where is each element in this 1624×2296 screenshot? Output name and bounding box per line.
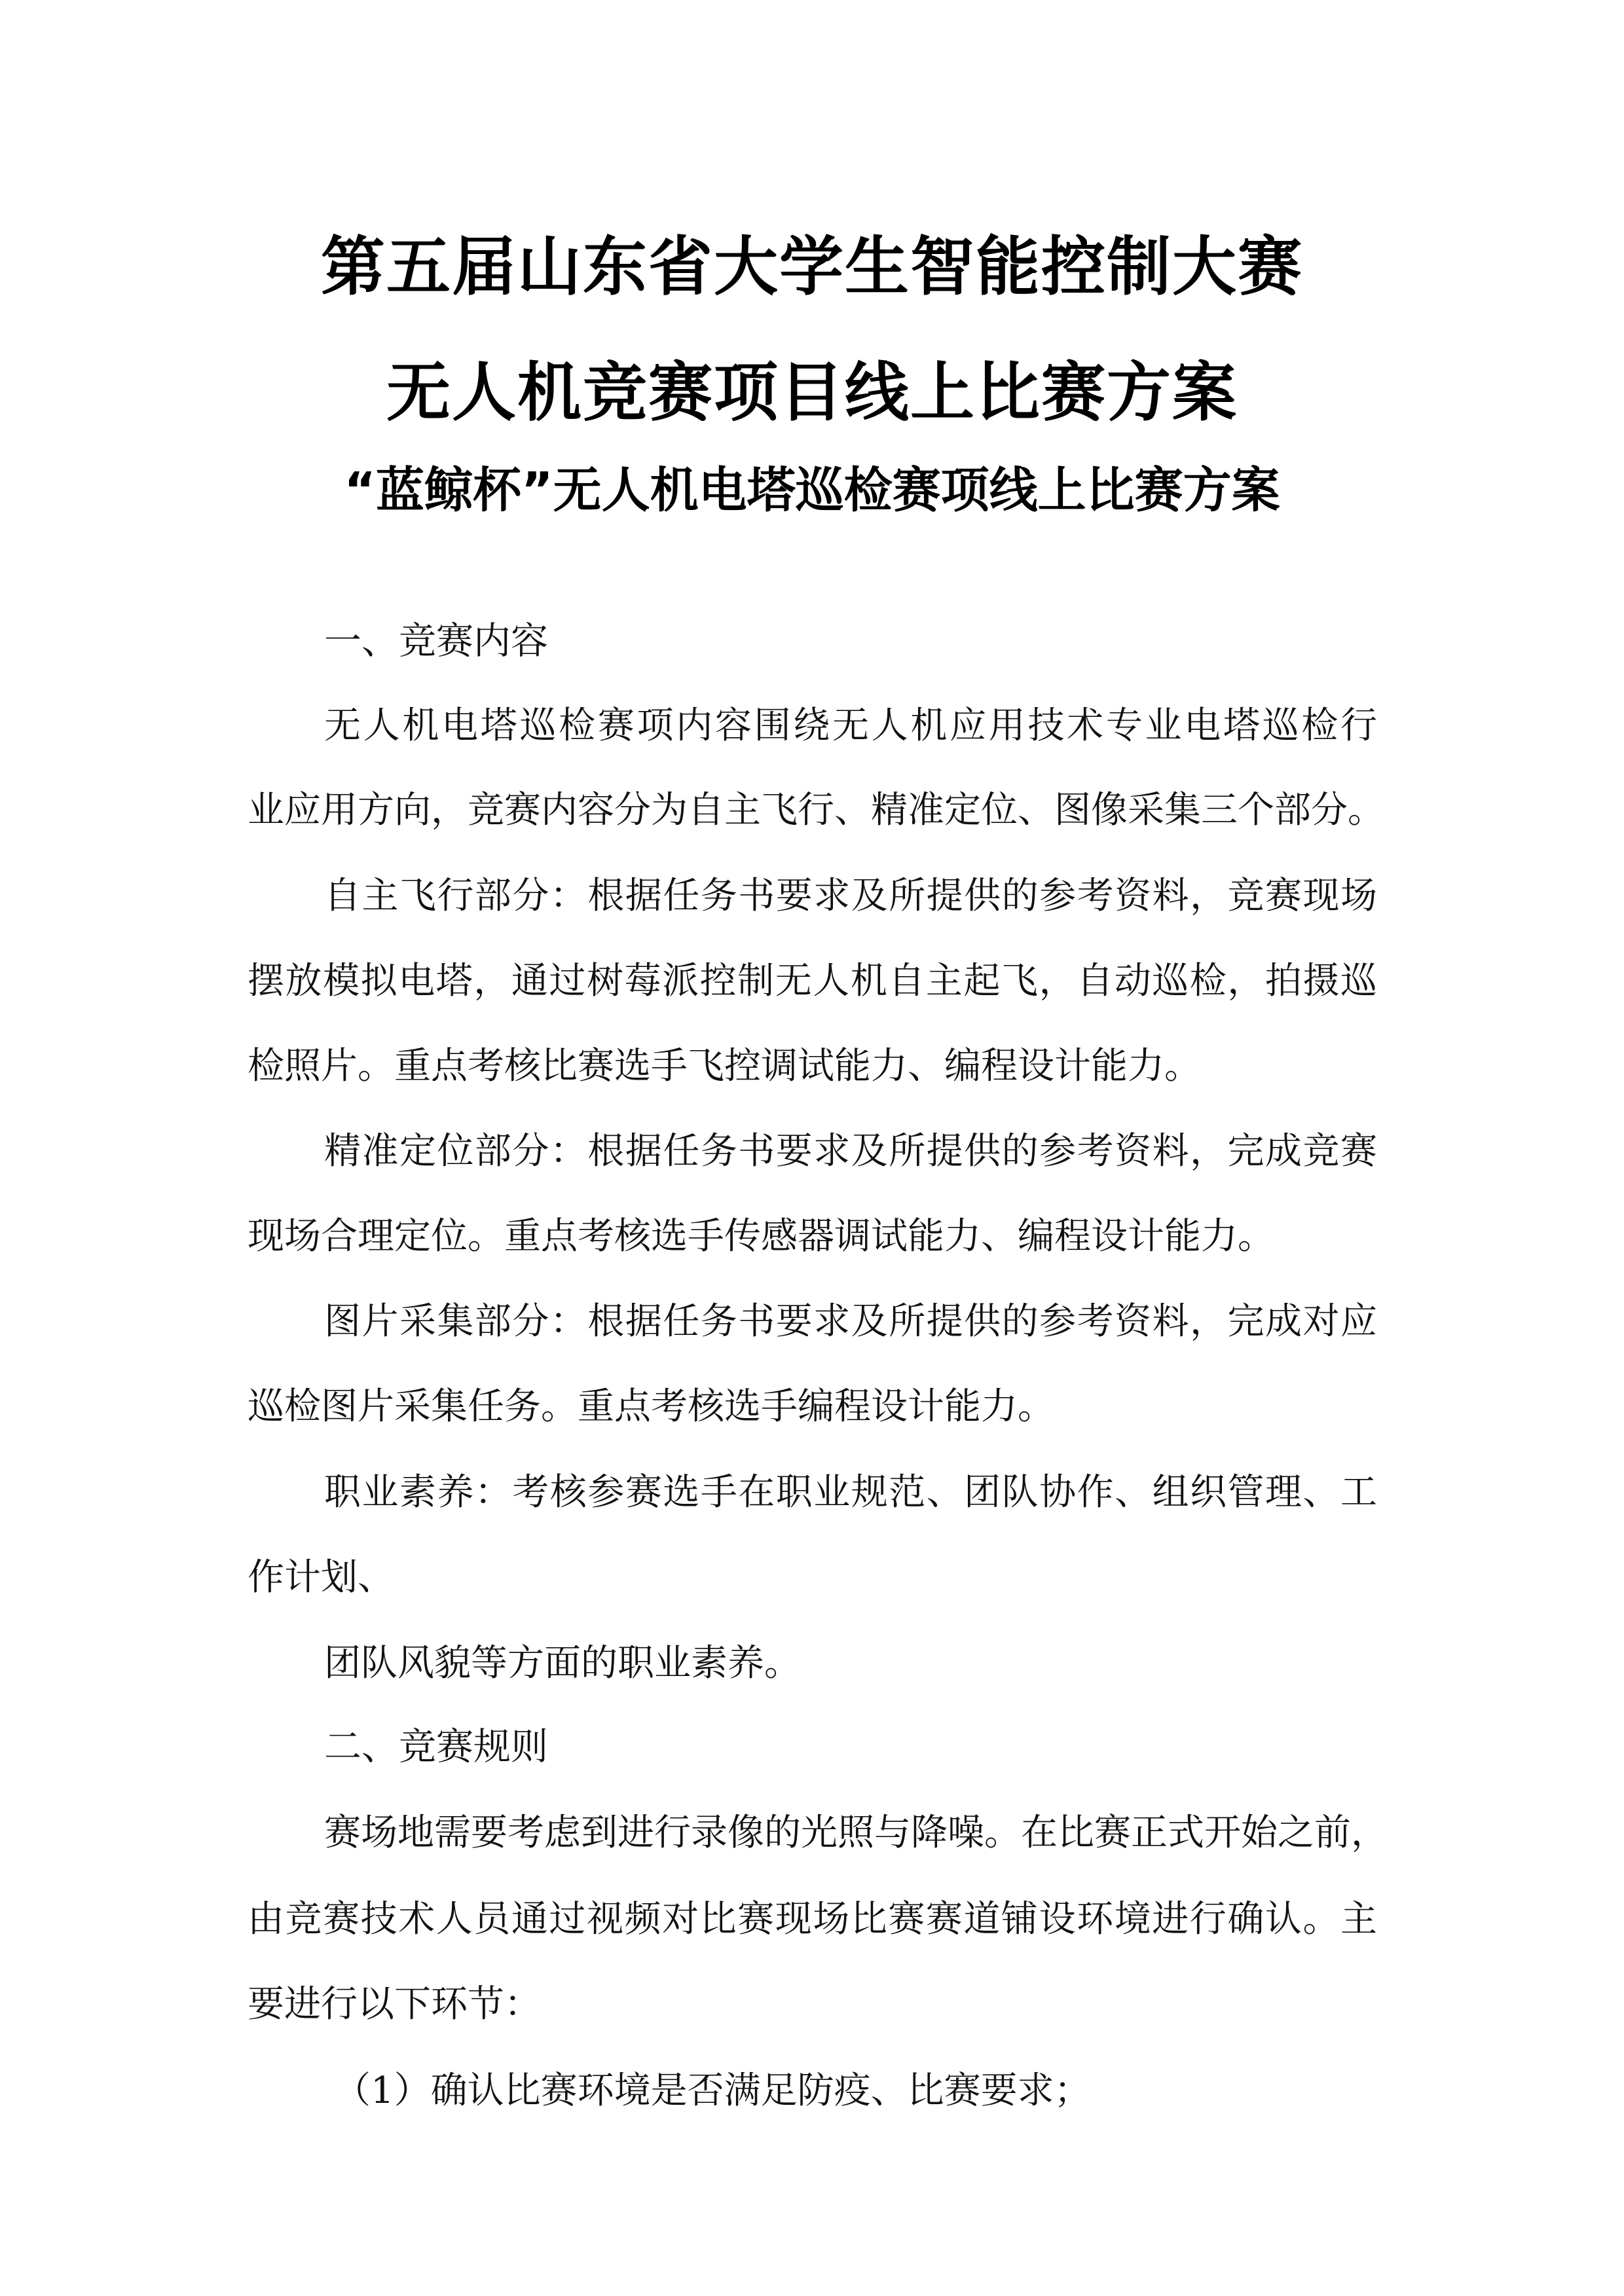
section2-heading: 二、竞赛规则 (324, 1725, 548, 1768)
section1-line: 图片采集部分：根据任务书要求及所提供的参考资料，完成对应 (324, 1300, 1377, 1343)
section1-line: 业应用方向，竞赛内容分为自主飞行、精准定位、图像采集三个部分。 (248, 789, 1384, 831)
section1-line: 精准定位部分：根据任务书要求及所提供的参考资料，完成竞赛 (324, 1130, 1377, 1173)
document-title-line2: 无人机竞赛项目线上比赛方案 (386, 355, 1238, 430)
section2-line: 赛场地需要考虑到进行录像的光照与降噪。在比赛正式开始之前， (324, 1812, 1388, 1854)
section1-line: 检照片。重点考核比赛选手飞控调试能力、编程设计能力。 (248, 1045, 1201, 1087)
section1-heading: 一、竞赛内容 (324, 619, 548, 663)
document-title-line1: 第五届山东省大学生智能控制大赛 (320, 230, 1303, 304)
section1-line: 摆放模拟电塔，通过树莓派控制无人机自主起飞，自动巡检，拍摄巡 (248, 960, 1377, 1002)
section1-line: 职业素养：考核参赛选手在职业规范、团队协作、组织管理、工 (324, 1471, 1377, 1514)
document-subtitle: “蓝鲸杯”无人机电塔巡检赛项线上比赛方案 (344, 462, 1280, 519)
section1-line: 巡检图片采集任务。重点考核选手编程设计能力。 (248, 1385, 1054, 1428)
section2-list-item: （1）确认比赛环境是否满足防疫、比赛要求； (334, 2069, 1091, 2112)
section1-line: 作计划、 (248, 1556, 394, 1599)
section1-line: 无人机电塔巡检赛项内容围绕无人机应用技术专业电塔巡检行 (324, 704, 1377, 747)
section1-line: 现场合理定位。重点考核选手传感器调试能力、编程设计能力。 (248, 1215, 1274, 1258)
section1-line: 团队风貌等方面的职业素养。 (324, 1642, 801, 1685)
section2-line: 要进行以下环节： (248, 1983, 541, 2026)
section1-line: 自主飞行部分：根据任务书要求及所提供的参考资料，竞赛现场 (324, 875, 1377, 917)
section2-line: 由竞赛技术人员通过视频对比赛现场比赛赛道铺设环境进行确认。主 (248, 1898, 1377, 1941)
